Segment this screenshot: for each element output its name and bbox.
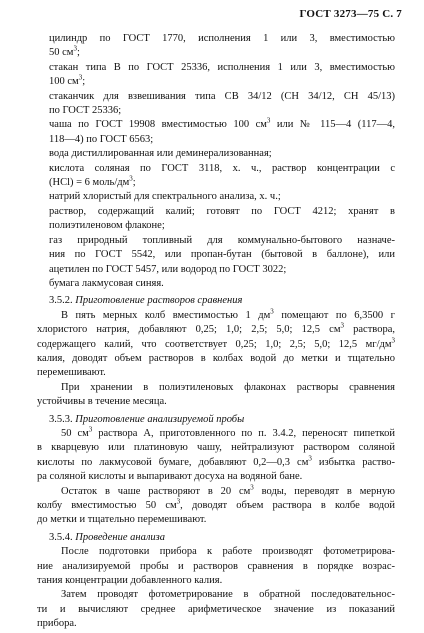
text-line: прибора. [37, 618, 77, 630]
text-line: После подготовки прибора к работе производят фотометрирова- [61, 546, 395, 558]
text-line: содержащего калий, что соответствует 0,25; 1,0; 2,5; 5,0; 12,5 $мг/дм^3$ [37, 336, 395, 350]
text-line: газ природный топливный для коммунально-бытового назначе- [49, 234, 395, 246]
text-line: бумага лакмусовая синяя. [49, 277, 164, 289]
text-line: чаша по ГОСТ 19908 вместимостью 100 $см^3$ или № 115—4 (117—4, [49, 116, 395, 131]
text-line: ние анализируемой пробы и растворов сравнения в порядке возрас- [37, 560, 395, 572]
text-line: 3.5.2. Приготовление растворов сравнения [49, 295, 243, 307]
text-line: Остаток в чаше растворяют в 20 $см^3$ воды, переводят в мерную [61, 483, 395, 497]
text-line: При хранении в полиэтиленовых флаконах растворы сравнения [61, 381, 395, 393]
text-line: кислота соляная по ГОСТ 3118, х. ч., раствор концентрации c [49, 162, 395, 174]
text-line: 50 $см^3$; [49, 44, 80, 59]
text-line: устойчивы в течение месяца. [37, 396, 167, 408]
text-line: ацетилен по ГОСТ 5457, или водород по ГОСТ 3022; [49, 263, 287, 275]
text-line: в кварцевую или платиновую чашу, нейтрализуют раствором соляной [37, 442, 395, 454]
text-line: В пять мерных колб вместимостью 1 $дм^3$ помещают по 6,3500 г [61, 307, 395, 321]
text-line: 3.5.3. Приготовление анализируемой пробы [49, 413, 245, 425]
text-line: 50 $см^3$ раствора А, приготовленного по п. 3.4.2, переносят пипеткой [61, 425, 395, 439]
text-line: тания концентрации добавленного калия. [37, 575, 223, 587]
text-line: 3.5.4. Проведение анализа [49, 531, 166, 543]
text-line: хлористого натрия, добавляют 0,25; 1,0; 2,5; 5,0; 12,5 $см^3$ раствора, [37, 321, 395, 336]
text-line: раствор, содержащий калий; готовят по ГОСТ 4212; хранят в [49, 205, 395, 217]
text-line: стаканчик для взвешивания типа СВ 34/12 (СН 34/12, СН 45/13) [49, 90, 395, 102]
text-line: перемешивают. [37, 367, 106, 379]
text-line: Затем проводят фотометрирование в обратной последовательнос- [61, 589, 395, 601]
text-line: до метки и тщательно перемешивают. [37, 514, 207, 526]
text-line: кислоты по лакмусовой бумаге, добавляют 0,2—0,3 $см^3$ избытка раство- [37, 454, 395, 468]
text-line: стакан типа В по ГОСТ 25336, исполнения 1 или 3, вместимостью [49, 61, 395, 73]
text-line: ти и вычисляют среднее арифметическое значение из показаний [37, 603, 395, 615]
text-line: ния по ГОСТ 5542, или пропан-бутан (бытовой в баллоне), или [49, 249, 395, 261]
document-body [37, 32, 395, 632]
page-header: ГОСТ 3273—75 С. 7 [299, 8, 402, 20]
text-line: колбу вместимостью 50 $см^3$, доводят объем раствора в колбе водой [37, 497, 395, 511]
text-line: по ГОСТ 25336; [49, 105, 122, 117]
text-line: полиэтиленовом флаконе; [49, 220, 165, 232]
text-line: калия, доводят объем растворов в колбах водой до метки и тщательно [37, 352, 395, 364]
text-line: ра соляной кислоты и выпаривают досуха на водяной бане. [37, 471, 303, 483]
text-line: вода дистиллированная или деминерализованная; [49, 148, 272, 160]
text-line: 100 $см^3$; [49, 73, 86, 88]
text-line: натрий хлористый для спектрального анализа, х. ч.; [49, 191, 281, 203]
text-line: (HCl) = 6 моль/$дм^3$; [49, 174, 136, 189]
text-line: 118—4) по ГОСТ 6563; [49, 133, 154, 145]
text-line: цилиндр по ГОСТ 1770, исполнения 1 или 3, вместимостью [49, 33, 395, 44]
